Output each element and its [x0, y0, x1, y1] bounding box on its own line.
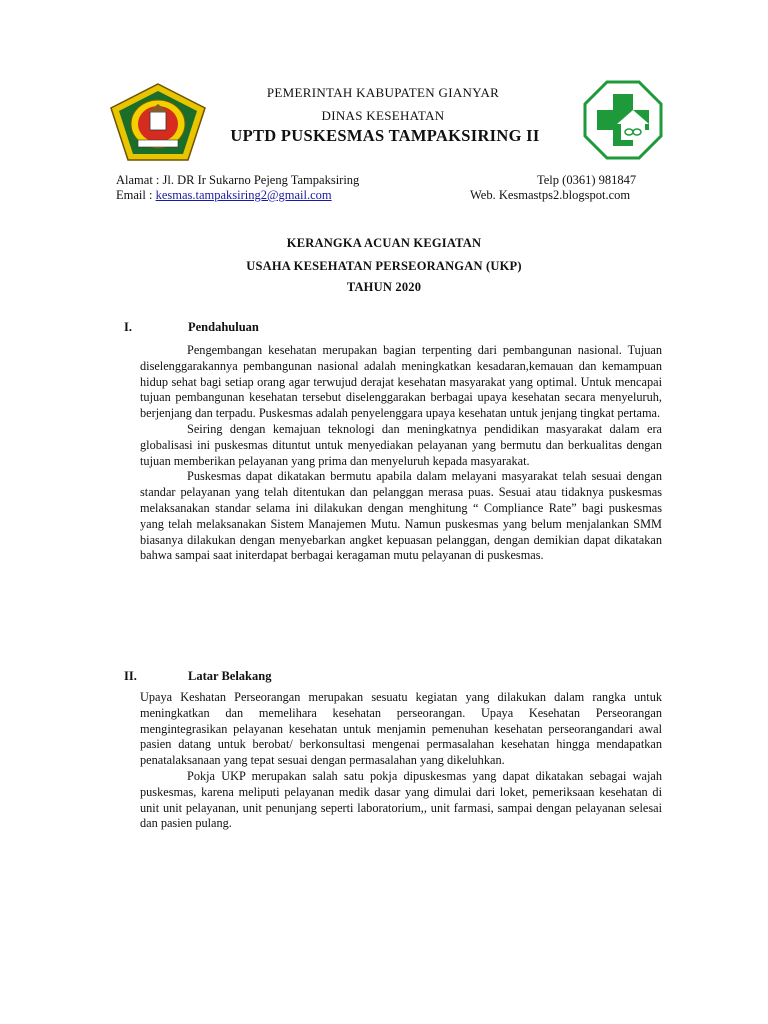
section-2-number: II. — [124, 669, 137, 683]
contact-email-link[interactable]: kesmas.tampaksiring2@gmail.com — [155, 188, 332, 202]
contact-email-row — [116, 188, 332, 203]
section-2-title: Latar Belakang — [188, 669, 272, 683]
header-title: UPTD PUSKESMAS TAMPAKSIRING II — [230, 126, 540, 145]
section-2-body — [140, 690, 662, 832]
header-government: PEMERINTAH KABUPATEN GIANYAR — [266, 85, 500, 100]
gianyar-emblem-logo — [108, 82, 208, 162]
section-1-paragraph: Seiring dengan kemajuan teknologi dan meningkatnya pendidikan masyarakat dalam era globalisasi ini puskesmas dituntut untuk menyediakan pelayanan yang bermutu dan berkualitas dengan tujuan memberikan pelayanan yang prima dan menyeluruh kepada masyarakat. — [140, 421, 662, 468]
section-2-paragraph: Pokja UKP merupakan salah satu pokja dipuskesmas yang dapat dikatakan sebagai wajah puskesmas, karena meliputi pelayanan medik dasar yang dimulai dari loket, pemeriksaan kesehatan di unit unit pelayanan, unit penunjang seperti laboratorium,, unit farmasi, sampai dengan pelayanan selesai dan pasien pulang. — [140, 768, 662, 831]
section-2-paragraph: Upaya Keshatan Perseorangan merupakan sesuatu kegiatan yang dilakukan dalam rangka untuk meningkatkan dan memelihara kesehatan perseorangan. Upaya Kesehatan Perseorangan mengintegrasikan pelayanan kesehatan untuk menjamin pemenuhan kesehatan perseorangandari awal pasien datang untuk berobat/ berkonsultasi mengenai permasalahan kesehatan hingga mendapatkan penatalaksanaan yang tepat sesuai dengan permasalahan yang dikeluhkan. — [140, 690, 662, 768]
puskesmas-cross-logo — [583, 80, 663, 160]
contact-phone: Telp (0361) 981847 — [537, 173, 637, 187]
section-1-title: Pendahuluan — [188, 320, 259, 334]
section-1-number: I. — [124, 320, 132, 334]
contact-address: Alamat : Jl. DR Ir Sukarno Pejeng Tampaksiring — [116, 173, 360, 187]
contact-web: Web. Kesmastps2.blogspot.com — [470, 188, 631, 202]
doc-title-line1: KERANGKA ACUAN KEGIATAN — [286, 236, 482, 250]
doc-title-line3: TAHUN 2020 — [346, 280, 422, 294]
doc-title-line2: USAHA KESEHATAN PERSEORANGAN (UKP) — [246, 259, 522, 273]
section-1-body — [140, 343, 662, 564]
header-department: DINAS KESEHATAN — [321, 108, 445, 123]
section-1-paragraph: Pengembangan kesehatan merupakan bagian terpenting dari pembangunan nasional. Tujuan diselenggarakannya pembangunan nasional adalah meningkatkan kesadaran,kemauan dan kemampuan hidup sehat bagi setiap orang agar terwujud derajat kesehatan masyarakat yang optimal. Untuk mencapai tujuan pembangunan kesehatan tersebut diselenggarakan berbagai upaya kesehatan secara menyeluruh, berjenjang dan terpadu. Puskesmas adalah penyelenggara upaya kesehatan untuk jenjang tingkat pertama. — [140, 343, 662, 421]
section-1-paragraph: Puskesmas dapat dikatakan bermutu apabila dalam melayani masyarakat telah sesuai dengan standar pelayanan yang telah ditentukan dan pelanggan merasa puas. Sesuai atau tidaknya puskesmas melaksanakan standar selama ini dilakukan dengan menghitung “ Compliance Rate” bagi puskesmas yang telah melaksanakan Sistem Manajemen Mutu. Namun puskesmas yang belum menjalankan SMM biasanya dilakukan dengan menyebarkan angket kepuasan pelanggan, dengan demikian dapat dikatakan bahwa sampai saat initerdapat berbagai keragaman mutu pelayanan di puskesmas. — [140, 469, 662, 563]
contact-email-label: Email : — [116, 188, 156, 202]
